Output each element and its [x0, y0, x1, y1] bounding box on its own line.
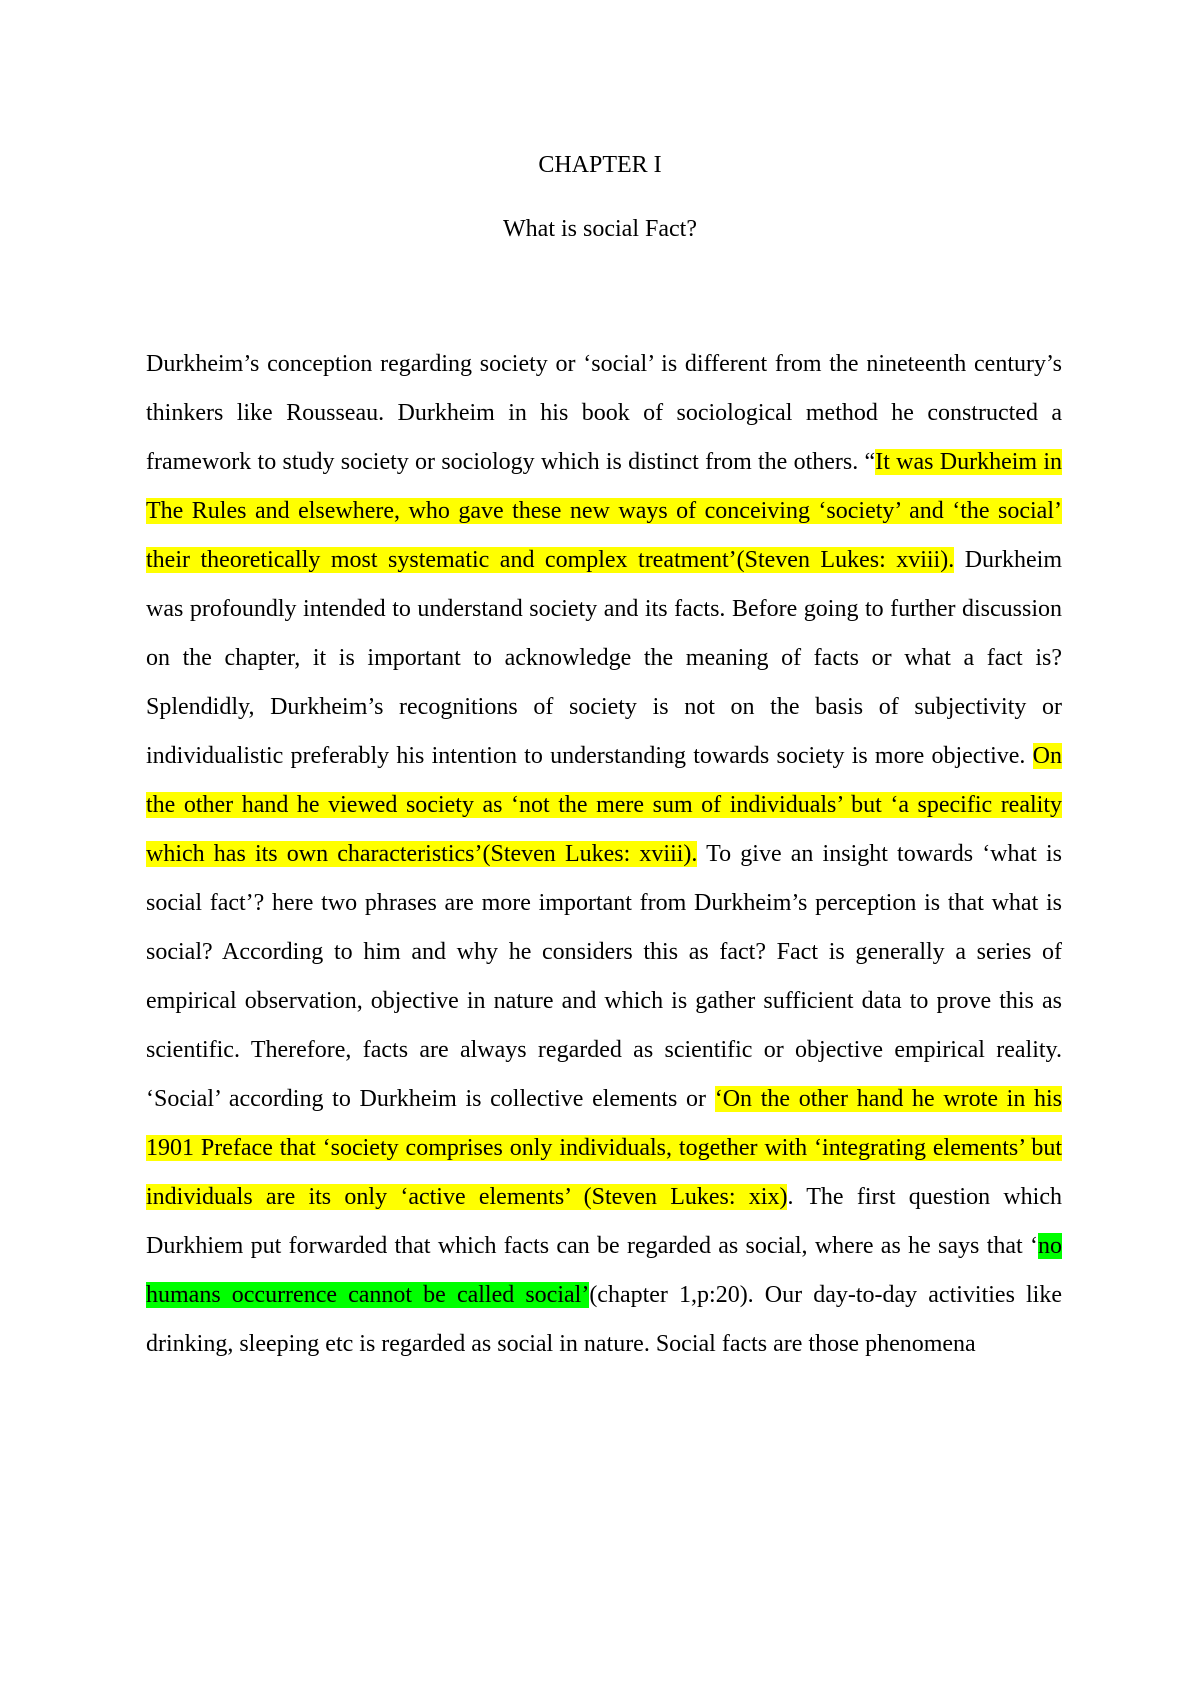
text-segment: Durkheim’s conception regarding society or ‘social’ is different from the nineteenth century’s thinkers like Rousseau. Durkheim in his book of sociological method he constructed a framework to study society or sociology which is distinct from the others. “	[146, 351, 1062, 475]
highlighted-quote-yellow: On the other hand he viewed society as ‘not the mere sum of individuals’ but ‘a specific reality which has its own characteristics’(Steven Lukes: xviii).	[146, 743, 1062, 867]
text-segment: (chapter 1,p:20). Our day-to-day activities like drinking, sleeping etc is regarded as social in nature. Social facts are those phenomena	[146, 1282, 1062, 1357]
highlighted-quote-green: no humans occurrence cannot be called social’	[146, 1233, 1062, 1308]
text-segment: Durkheim was profoundly intended to understand society and its facts. Before going to further discussion on the chapter, it is important to acknowledge the meaning of facts or what a fact is? Splendidly, Durkheim’s recognitions of society is not on the basis of subjectivity or individualistic preferably his intention to understanding towards society is more objective.	[146, 547, 1063, 769]
chapter-heading: CHAPTER I	[538, 152, 662, 178]
text-segment: To give an insight towards ‘what is social fact’? here two phrases are more important from Durkheim’s perception is that what is social? According to him and why he considers this as fact? Fact is generally a series of empirical observation, objective in nature and which is gather sufficient data to prove this as scientific. Therefore, facts are always regarded as scientific or objective empirical reality. ‘Social’ according to Durkheim is collective elements or	[146, 841, 1062, 1112]
highlighted-quote-yellow: ‘On the other hand he wrote in his 1901 Preface that ‘society comprises only individuals, together with ‘integrating elements’ but individuals are its only ‘active elements’ (Steven Lukes: xix)	[146, 1086, 1062, 1210]
chapter-subtitle: What is social Fact?	[503, 216, 697, 242]
text-segment: . The first question which Durkhiem put forwarded that which facts can be regarded as social, where as he says that ‘	[146, 1184, 1062, 1259]
body-paragraph	[146, 340, 1062, 1369]
highlighted-quote-yellow: It was Durkheim in The Rules and elsewhere, who gave these new ways of conceiving ‘society’ and ‘the social’ their theoretically most systematic and complex treatment’(Steven Lukes: xviii).	[146, 449, 1063, 573]
